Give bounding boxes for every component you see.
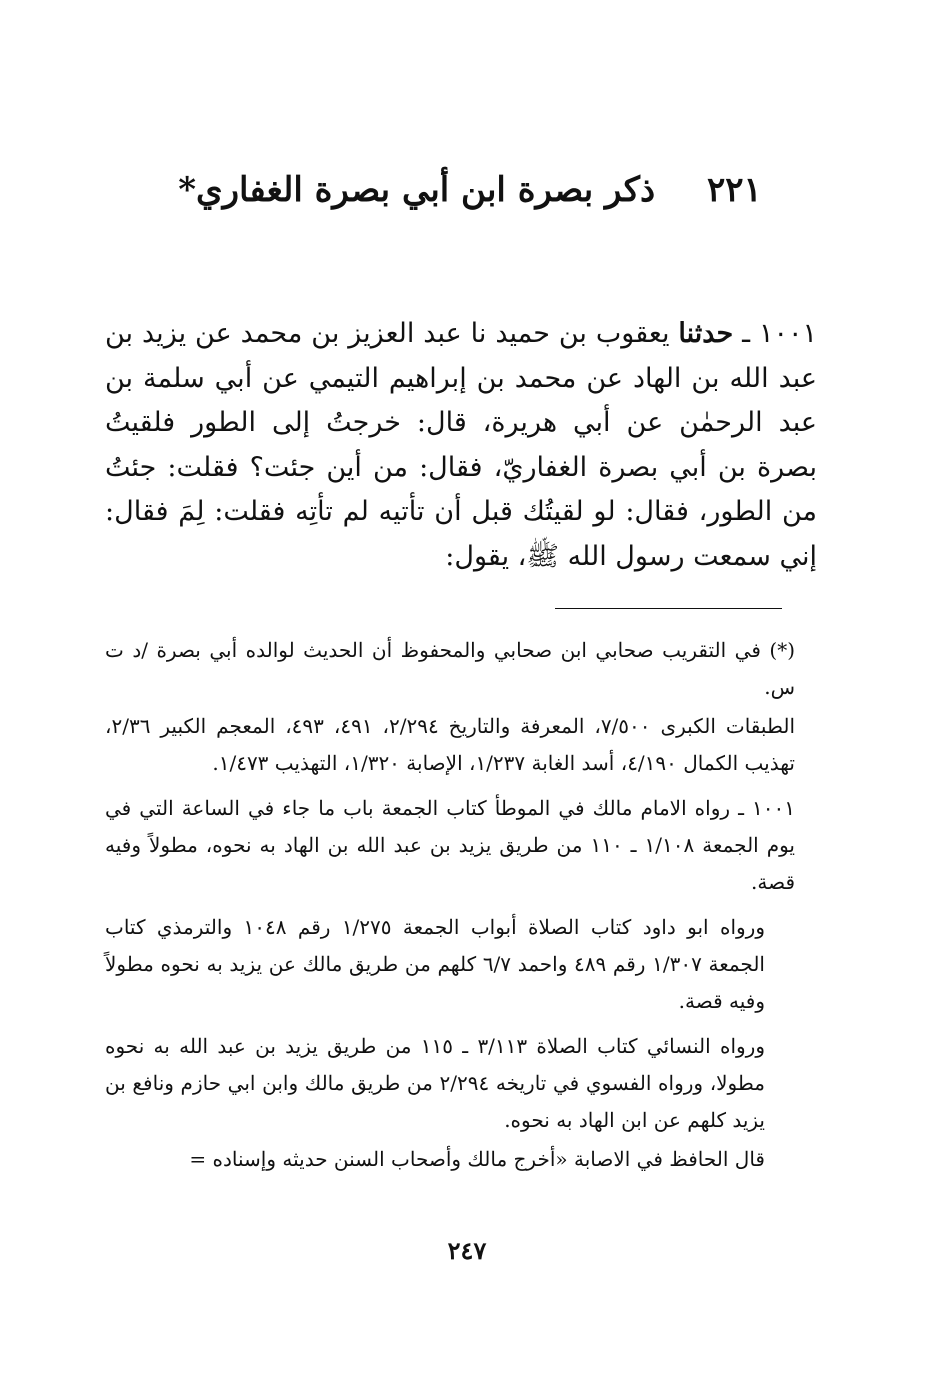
footnote-abu-dawud: ورواه ابو داود كتاب الصلاة أبواب الجمعة ١/٢٧٥ رقم ١٠٤٨ والترمذي كتاب الجمعة ١/٣٠٧ رقم ٤٨٩ واحمد ٦/٧ كلهم من طريق مالك عن يزيد به نحوه مطولاً وفيه قصة. <box>105 915 766 1013</box>
footnote-separator <box>555 608 782 609</box>
chapter-number: ٢٢١ <box>706 170 762 210</box>
hadith-lead-word: حدثنا <box>678 318 734 349</box>
hadith-text-block <box>105 312 817 579</box>
chapter-title: ذكر بصرة ابن أبي بصرة الغفاري* <box>178 170 656 210</box>
footnote-1001: ١٠٠١ ـ رواه الامام مالك في الموطأ كتاب الجمعة باب ما جاء في الساعة التي في يوم الجمعة ١/١٠٨ ـ ١١٠ من طريق يزيد بن عبد الله بن الهاد به نحوه، مطولاً وفيه قصة. <box>105 796 796 894</box>
footnote-nasai: ورواه النسائي كتاب الصلاة ٣/١١٣ ـ ١١٥ من طريق يزيد بن عبد الله به نحوه مطولا، ورواه الفسوي في تاريخه ٢/٢٩٤ من طريق مالك وابن ابي حازم ونافع بن يزيد كلهم عن ابن الهاد به نحوه. <box>105 1034 765 1132</box>
page-number: ٢٤٧ <box>447 1236 487 1265</box>
footnote-hafiz: قال الحافظ في الاصابة «أخرج مالك وأصحاب السنن حديثه وإسناده = <box>189 1147 765 1171</box>
hadith-number: ١٠٠١ ـ <box>742 318 817 349</box>
footnote-star: (*) في التقريب صحابي ابن صحابي والمحفوظ أن الحديث لوالده أبي بصرة /د ت س. <box>105 638 795 699</box>
footnote-sources: الطبقات الكبرى ٧/٥٠٠، المعرفة والتاريخ ٢/٢٩٤، ٤٩١، ٤٩٣، المعجم الكبير ٢/٣٦، تهذيب الكمال ٤/١٩٠، أسد الغابة ١/٢٣٧، الإصابة ١/٣٢٠، التهذيب ١/٤٧٣. <box>105 714 796 775</box>
hadith-body: يعقوب بن حميد نا عبد العزيز بن محمد عن يزيد بن عبد الله بن الهاد عن محمد بن إبراهيم التيمي عن أبي سلمة بن عبد الرحمٰن عن أبي هريرة، قال: خرجتُ إلى الطور فلقيتُ بصرة بن أبي بصرة الغفاريّ، فقال: من أين جئت؟ فقلت: جئتُ من الطور، فقال: لو لقيتُك قبل أن تأتيه لم تأتِه فقلت: لِمَ فقال: إني سمعت رسول الله ﷺ، يقول: <box>105 318 817 572</box>
footnotes <box>105 632 795 1186</box>
chapter-heading <box>140 160 800 220</box>
